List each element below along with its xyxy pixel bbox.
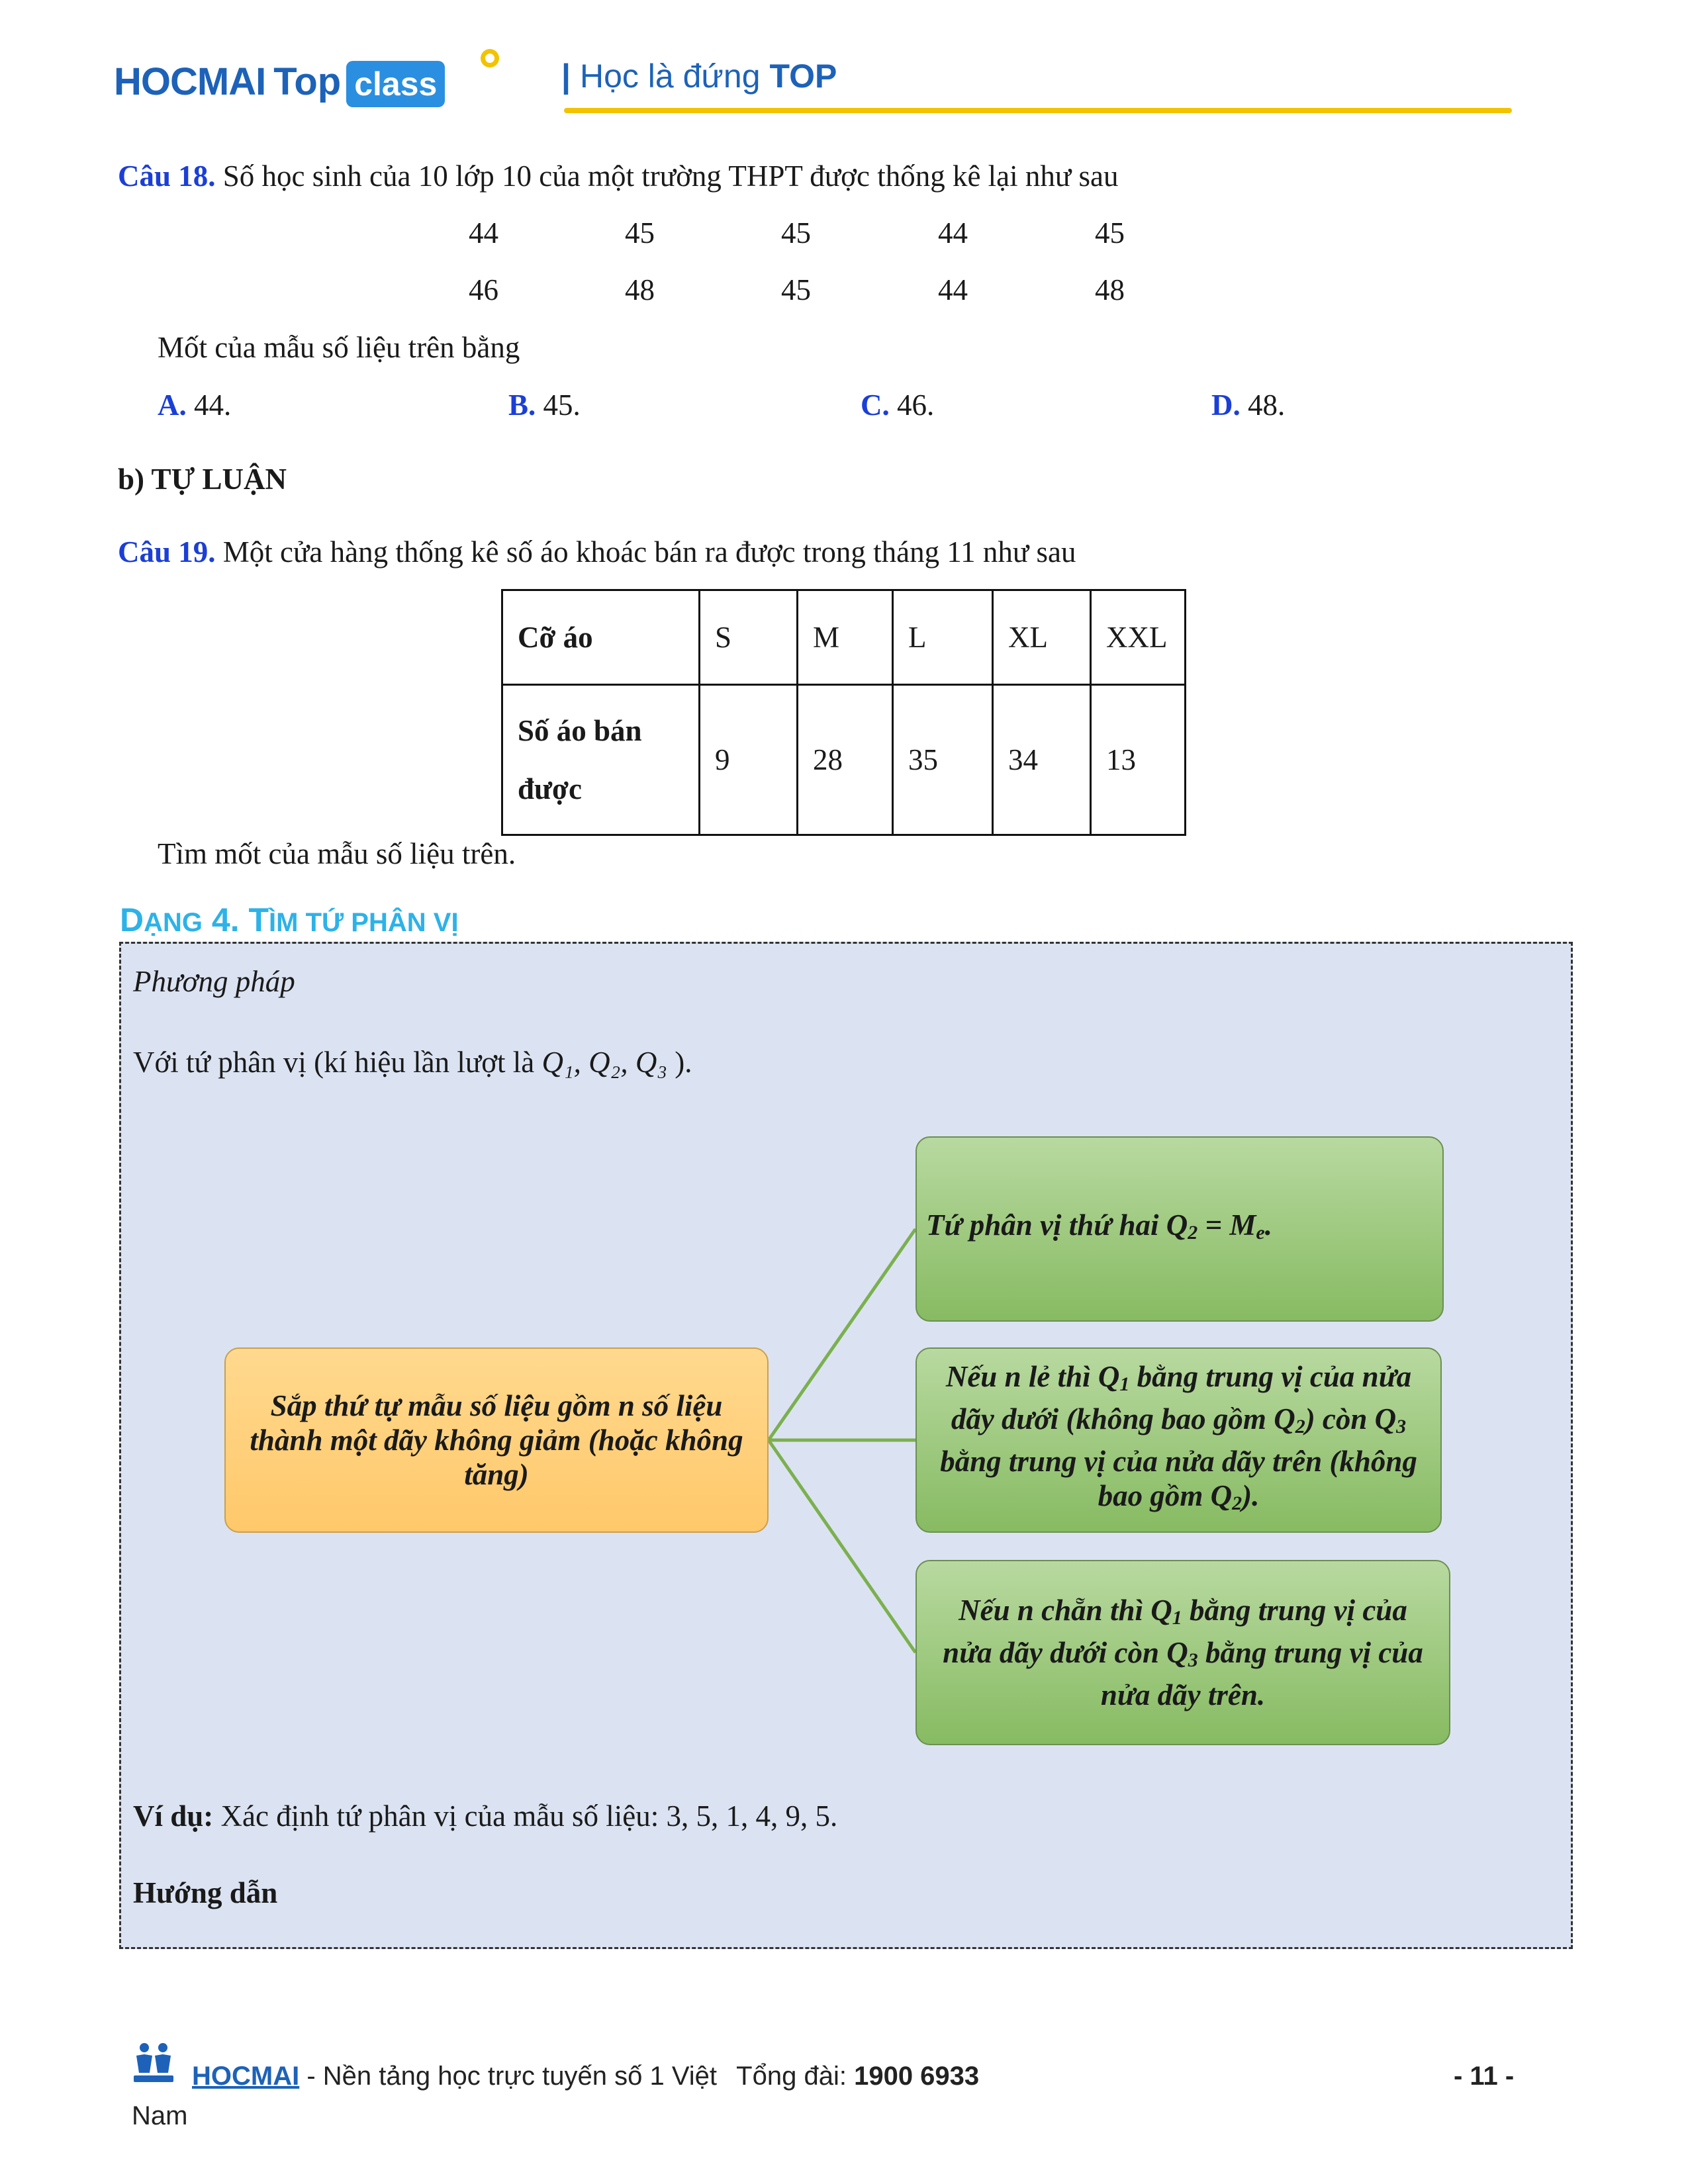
q18-row1-value: 45 [781,216,811,250]
row-label-text: Số áo bán [518,714,642,747]
t: 2 [1295,1416,1305,1437]
diagram-root-box [224,1347,769,1533]
footer-hotline-label: Tổng đài: [736,2062,847,2091]
q18-row2-value: 48 [1095,273,1125,306]
footer-line [192,2060,979,2093]
row-label-line-2: được [518,772,582,805]
t: 1 [1172,1607,1182,1629]
dang4-d: D [120,901,144,938]
page-number: - 11 - [1454,2062,1515,2091]
option-letter: C. [861,388,890,422]
slogan-separator: | [561,58,571,95]
t: 2 [1188,1222,1198,1244]
intro-symbols: Q₁, Q₂, Q₃ [541,1046,667,1079]
question-18-text: Số học sinh của 10 lớp 10 của một trường THPT được thống kê lại như sau [222,159,1119,193]
slogan-top: TOP [769,58,837,95]
t: = M [1197,1208,1256,1242]
table-cell: 13 [1091,685,1186,835]
dang4-num: 4. [203,901,249,938]
logo-hocmai-text: HOCMAI [114,60,266,103]
question-18-label: Câu 18. [118,159,216,193]
q18-row2-value: 48 [625,273,655,306]
question-18-prompt: Mốt của mẫu số liệu trên bằng [158,331,520,364]
intro-prefix: Với tứ phân vị (kí hiệu lần lượt là [133,1046,535,1079]
branch-odd-text [937,1359,1421,1521]
q18-row1-value: 44 [938,216,968,250]
table-cell: 9 [700,685,798,835]
branch-even-text [937,1593,1429,1712]
t: Nếu n chẵn thì Q [959,1594,1172,1627]
q18-option-c [861,387,934,424]
method-heading: Phương pháp [133,965,295,998]
slogan-text: Học là đứng [580,58,761,95]
hocmai-topclass-logo [114,52,445,111]
question-19 [118,533,1076,570]
footer-tagline-wrap: Nam [132,2101,188,2130]
row-label-line-1 [518,702,684,760]
t: 1 [1119,1373,1130,1395]
guide-heading: Hướng dẫn [133,1876,278,1909]
table-cell: 35 [893,685,993,835]
question-19-text: Một cửa hàng thống kê số áo khoác bán ra được trong tháng 11 như sau [222,535,1076,569]
diagram-branch-odd [915,1347,1442,1533]
diagram-branch-q2 [915,1136,1444,1322]
q18-row1-value: 45 [1095,216,1125,250]
example-text: Xác định tứ phân vị của mẫu số liệu: 3, 5, 1, 4, 9, 5. [220,1799,838,1833]
table-header-cell: Cỡ áo [502,590,700,685]
footer-brand-link[interactable]: HOCMAI [192,2062,300,2091]
hocmai-footer-logo-icon [130,2038,177,2086]
table-row-label [502,685,700,835]
option-letter: B. [508,388,536,422]
diagram-branch-even [915,1560,1450,1745]
option-letter: D. [1211,388,1241,422]
t: Tứ phân vị thứ hai Q [926,1208,1188,1242]
q18-option-b [508,387,581,424]
t: bằng trung vị của nửa dãy trên. [1100,1636,1423,1711]
t: ). [1242,1479,1260,1512]
option-value: 45. [543,388,581,422]
t: ) còn Q [1305,1402,1397,1435]
t: . [1264,1208,1272,1242]
root-box-text: Sắp thứ tự mẫu số liệu gồm n số liệu thành một dãy không giảm (hoặc không tăng) [250,1389,743,1491]
q18-row2-value: 46 [469,273,498,306]
q18-option-d [1211,387,1285,424]
table-header-row [502,590,1186,685]
option-value: 44. [194,388,232,422]
dang4-t: T [248,901,269,938]
q18-row1-value: 45 [625,216,655,250]
t: e [1256,1222,1265,1244]
t: 3 [1188,1649,1198,1671]
dang4-rest: ÌM TỨ PHÂN VỊ [269,908,459,937]
option-letter: A. [158,388,187,422]
method-intro [133,1044,692,1081]
table-header-cell: L [893,590,993,685]
question-19-prompt: Tìm mốt của mẫu số liệu trên. [158,837,516,870]
table-row [502,685,1186,835]
branch-q2-text [926,1208,1272,1250]
table-header-cell: M [798,590,893,685]
q18-option-a [158,387,231,424]
logo-star-icon [478,46,502,70]
header-rule [564,108,1512,113]
table-header-cell: XXL [1091,590,1186,685]
jacket-size-table [501,589,1186,836]
option-value: 48. [1248,388,1286,422]
question-18 [118,158,1119,195]
intro-suffix: ). [675,1046,692,1079]
header-slogan [561,57,837,95]
footer-hotline: 1900 6933 [854,2062,980,2091]
t: Nếu n lẻ thì Q [945,1360,1120,1393]
t: 2 [1232,1492,1243,1514]
dang4-ang: ẠNG [144,908,203,937]
table-cell: 34 [993,685,1091,835]
section-title-dang-4 [120,900,459,942]
q18-row2-value: 44 [938,273,968,306]
footer-tagline: - Nền tảng học trực tuyến số 1 Việt [299,2062,718,2091]
section-heading-tu-luan: b) TỰ LUẬN [118,463,287,496]
table-cell: 28 [798,685,893,835]
logo-top-text: Top [273,60,342,103]
q18-row1-value: 44 [469,216,498,250]
t: bằng trung vị của nửa dãy dưới (không bao gồm Q [951,1360,1412,1435]
t: 3 [1396,1416,1407,1437]
question-19-label: Câu 19. [118,535,216,569]
logo-class-text: class [346,61,445,107]
table-header-cell: XL [993,590,1091,685]
t: bằng trung vị của nửa dãy dưới còn Q [943,1594,1407,1669]
q18-row2-value: 45 [781,273,811,306]
table-header-cell: S [700,590,798,685]
example-line [133,1797,837,1835]
t: bằng trung vị của nửa dãy trên (không bao gồm Q [940,1445,1417,1512]
example-label: Ví dụ: [133,1799,214,1833]
option-value: 46. [897,388,935,422]
